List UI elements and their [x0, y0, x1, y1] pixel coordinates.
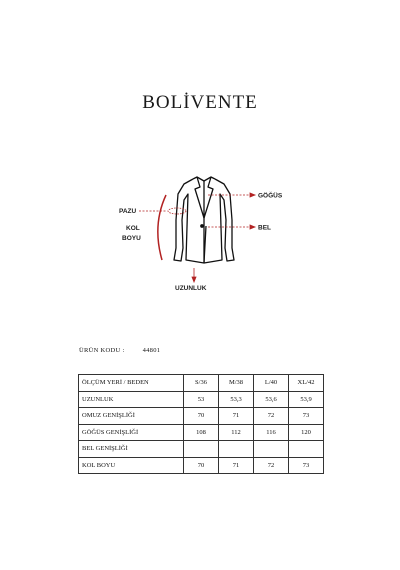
gogus-measure-line — [208, 193, 255, 197]
header-size-xl: XL/42 — [289, 375, 324, 392]
size-chart-table — [78, 374, 324, 474]
table-cell — [219, 441, 254, 458]
table-cell — [184, 441, 219, 458]
table-row — [79, 391, 324, 408]
table-cell: 112 — [219, 424, 254, 441]
header-measure: ÖLÇÜM YERİ / BEDEN — [79, 375, 184, 392]
row-label: OMUZ GENİŞLİĞİ — [79, 408, 184, 425]
table-cell: 53,3 — [219, 391, 254, 408]
product-code-row — [79, 347, 160, 354]
table-cell: 71 — [219, 457, 254, 474]
label-gogus: GÖĞÜS — [258, 192, 283, 200]
label-kol: KOL — [126, 225, 140, 232]
table-cell: 120 — [289, 424, 324, 441]
table-cell: 73 — [289, 457, 324, 474]
table-row — [79, 441, 324, 458]
table-cell — [289, 441, 324, 458]
header-size-m: M/38 — [219, 375, 254, 392]
table-cell: 71 — [219, 408, 254, 425]
row-label: UZUNLUK — [79, 391, 184, 408]
table-row — [79, 408, 324, 425]
kol-boyu-measure-curve — [158, 195, 166, 260]
uzunluk-measure-line — [192, 268, 196, 282]
table-row — [79, 457, 324, 474]
table-cell: 53,9 — [289, 391, 324, 408]
table-cell: 72 — [254, 457, 289, 474]
jacket-diagram-svg — [100, 160, 320, 300]
jacket-illustration — [174, 177, 234, 263]
jacket-measurement-diagram — [100, 160, 320, 300]
label-bel: BEL — [258, 224, 271, 232]
table-cell: 53 — [184, 391, 219, 408]
table-cell: 72 — [254, 408, 289, 425]
label-boyu: BOYU — [122, 235, 141, 242]
product-code-value: 44801 — [142, 347, 161, 354]
table-cell: 53,6 — [254, 391, 289, 408]
product-code-label: ÜRÜN KODU : — [79, 347, 125, 354]
table-cell: 116 — [254, 424, 289, 441]
label-pazu: PAZU — [119, 208, 137, 215]
row-label: BEL GENİŞLİĞİ — [79, 441, 184, 458]
table-cell: 70 — [184, 408, 219, 425]
table-row — [79, 424, 324, 441]
table-cell: 73 — [289, 408, 324, 425]
row-label: GÖĞÜS GENİŞLİĞİ — [79, 424, 184, 441]
table-cell: 108 — [184, 424, 219, 441]
header-size-s: S/36 — [184, 375, 219, 392]
row-label: KOL BOYU — [79, 457, 184, 474]
label-uzunluk: UZUNLUK — [175, 285, 207, 292]
header-size-l: L/40 — [254, 375, 289, 392]
pazu-measure — [139, 208, 186, 214]
table-cell: 70 — [184, 457, 219, 474]
brand-logo: BOLİVENTE — [142, 92, 258, 113]
table-header-row — [79, 375, 324, 392]
table-cell — [254, 441, 289, 458]
